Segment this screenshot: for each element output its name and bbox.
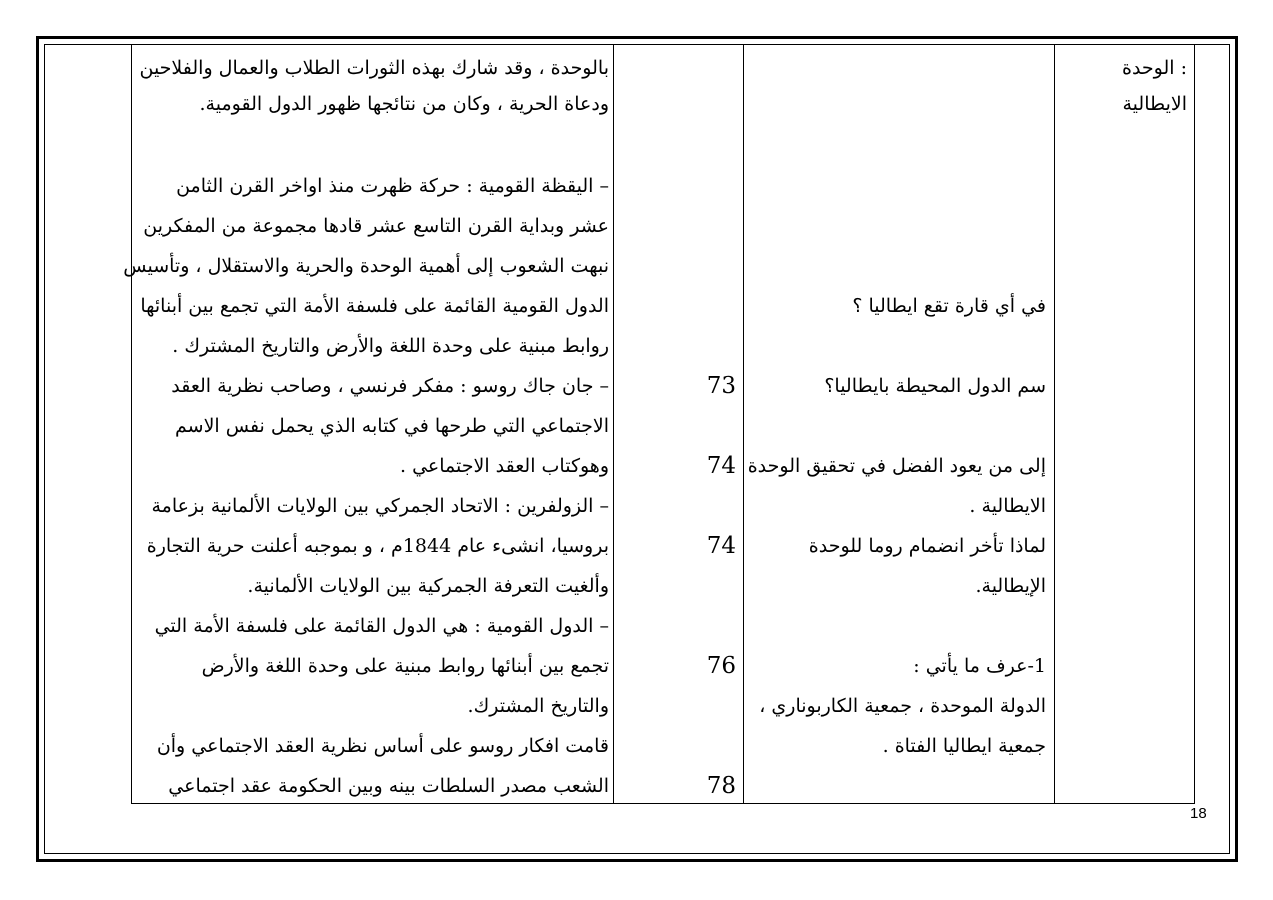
topic-line: : الوحدة xyxy=(1122,57,1187,79)
question-line: لماذا تأخر انضمام روما للوحدة xyxy=(808,535,1046,557)
content-line: – اليقظة القومية : حركة ظهرت منذ اواخر القرن الثامن xyxy=(176,175,609,197)
content-line: – الدول القومية : هي الدول القائمة على فلسفة الأمة التي xyxy=(154,615,609,637)
page-number: 18 xyxy=(1190,805,1207,822)
content-line: – جان جاك روسو : مفكر فرنسي ، وصاحب نظرية العقد xyxy=(171,375,609,397)
page-ref: 78 xyxy=(706,773,736,799)
page-ref: 73 xyxy=(706,373,736,399)
page-ref: 74 xyxy=(706,533,736,559)
question-line: الايطالية . xyxy=(969,495,1046,517)
content-line: ودعاة الحرية ، وكان من نتائجها ظهور الدول القومية. xyxy=(199,93,609,115)
question-line: الإيطالية. xyxy=(975,575,1046,597)
topic-line: الايطالية xyxy=(1122,93,1187,115)
content-line: – الزولفرين : الاتحاد الجمركي بين الولايات الألمانية بزعامة xyxy=(151,495,609,517)
content-line: قامت افكار روسو على أساس نظرية العقد الاجتماعي وأن xyxy=(156,735,609,757)
content-line: والتاريخ المشترك. xyxy=(467,695,609,717)
column-divider-pages xyxy=(743,44,744,803)
content-line: وهوكتاب العقد الاجتماعي . xyxy=(400,455,609,477)
question-line: 1-عرف ما يأتي : xyxy=(913,655,1046,677)
question-line: في أي قارة تقع ايطاليا ؟ xyxy=(852,295,1046,317)
content-line: روابط مبنية على وحدة اللغة والأرض والتاريخ المشترك . xyxy=(172,335,609,357)
content-line: وألغيت التعرفة الجمركية بين الولايات الألمانية. xyxy=(247,575,609,597)
content-line: الشعب مصدر السلطات بينه وبين الحكومة عقد اجتماعي xyxy=(168,775,609,797)
content-line: الدول القومية القائمة على فلسفة الأمة التي تجمع بين أبنائها xyxy=(140,295,609,317)
column-divider-content xyxy=(613,44,614,803)
content-line: نبهت الشعوب إلى أهمية الوحدة والحرية والاستقلال ، وتأسيس xyxy=(123,255,609,277)
content-line: عشر وبداية القرن التاسع عشر قادها مجموعة من المفكرين xyxy=(143,215,609,237)
content-line: بروسيا، انشىء عام 1844م ، و بموجبه أعلنت حرية التجارة xyxy=(146,535,609,557)
question-line: الدولة الموحدة ، جمعية الكاربوناري ، xyxy=(759,695,1046,717)
page-ref: 74 xyxy=(706,453,736,479)
content-line: بالوحدة ، وقد شارك بهذه الثورات الطلاب والعمال والفلاحين xyxy=(139,57,609,79)
content-line: تجمع بين أبنائها روابط مبنية على وحدة اللغة والأرض xyxy=(201,655,609,677)
question-line: سم الدول المحيطة بايطاليا؟ xyxy=(824,375,1046,397)
question-line: إلى من يعود الفضل في تحقيق الوحدة xyxy=(747,455,1046,477)
page-ref: 76 xyxy=(706,653,736,679)
question-line: جمعية ايطاليا الفتاة . xyxy=(882,735,1046,757)
content-line: الاجتماعي التي طرحها في كتابه الذي يحمل نفس الاسم xyxy=(175,415,609,437)
column-divider-questions xyxy=(1054,44,1055,803)
